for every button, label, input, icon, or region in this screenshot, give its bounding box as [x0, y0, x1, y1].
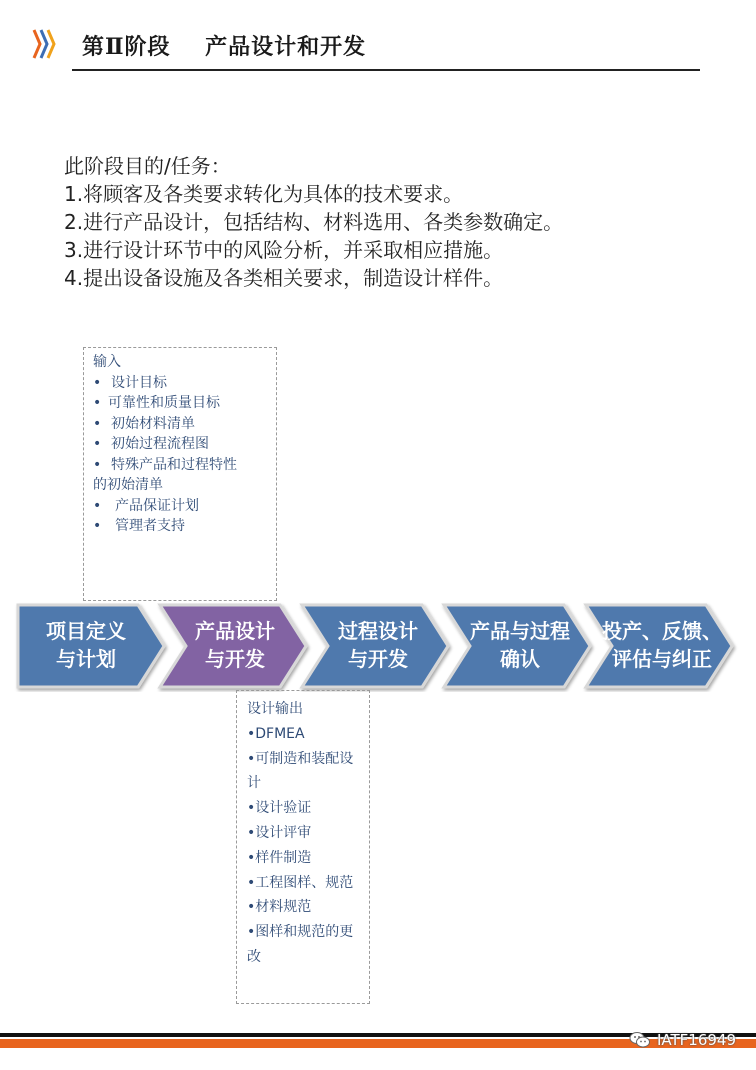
input-item-continuation: 的初始清单	[93, 477, 163, 493]
chevron-shape	[160, 605, 306, 687]
purpose-item: 2.进行产品设计，包括结构、材料选用、各类参数确定。	[64, 210, 564, 234]
purpose-section	[64, 152, 724, 292]
output-box	[236, 690, 370, 1004]
output-item: •材料规范	[247, 899, 312, 916]
step-label-line1: 产品设计	[195, 619, 275, 643]
output-item: •可制造和装配设计	[247, 750, 354, 792]
output-item: •设计评审	[247, 824, 312, 841]
chevron-shape	[302, 605, 448, 687]
input-item: • 初始材料清单	[93, 414, 268, 435]
wechat-icon	[629, 1031, 651, 1049]
purpose-item: 1.将顾客及各类要求转化为具体的技术要求。	[64, 182, 464, 206]
output-item: •图样和规范的更改	[247, 924, 354, 965]
step-label-line1: 投产、反馈、	[602, 619, 722, 643]
step-label-line2: 与开发	[348, 647, 408, 671]
input-item: • 管理者支持	[93, 516, 268, 537]
input-heading: 输入	[93, 354, 121, 370]
chevron-shape	[444, 605, 590, 687]
bullet-icon: •	[93, 415, 102, 432]
purpose-heading: 此阶段目的/任务：	[64, 154, 231, 178]
process-flow	[14, 600, 744, 692]
title-divider	[72, 69, 700, 71]
bullet-icon: •	[93, 518, 102, 534]
output-item: •样件制造	[247, 849, 312, 866]
input-item: • 可靠性和质量目标	[93, 393, 268, 414]
bullet-icon: •	[93, 436, 102, 452]
page-title: 第Ⅱ阶段 产品设计和开发	[82, 34, 367, 60]
step-label-line2: 确认	[500, 647, 540, 671]
watermark-text: IATF16949	[656, 1031, 736, 1049]
process-step-launch-feedback	[586, 605, 732, 687]
chevron-shape	[18, 605, 164, 687]
output-item: •设计验证	[247, 800, 312, 817]
input-item: • 产品保证计划	[93, 496, 268, 517]
bullet-icon: •	[93, 497, 102, 514]
output-heading: 设计输出	[247, 701, 303, 717]
input-item: • 初始过程流程图	[93, 434, 268, 455]
watermark	[629, 1029, 736, 1051]
bullet-icon: •	[93, 374, 102, 391]
step-label-line2: 与计划	[56, 647, 116, 671]
input-item: • 特殊产品和过程特性	[93, 455, 268, 476]
bullet-icon: •	[93, 456, 102, 473]
step-label-line1: 过程设计	[338, 619, 418, 643]
step-label-line1: 产品与过程	[470, 619, 570, 643]
step-label-line2: 评估与纠正	[612, 647, 712, 671]
brand-chevrons-logo	[30, 24, 60, 64]
purpose-item: 4.提出设备设施及各类相关要求，制造设计样件。	[64, 266, 504, 290]
process-step-validation	[444, 605, 590, 687]
process-step-product-design	[160, 605, 306, 687]
bullet-icon: •	[93, 395, 102, 411]
process-step-project-planning	[18, 605, 164, 687]
purpose-item: 3.进行设计环节中的风险分析，并采取相应措施。	[64, 238, 504, 262]
input-box	[83, 347, 277, 601]
input-item: • 设计目标	[93, 373, 268, 394]
output-item: •工程图样、规范	[247, 874, 354, 891]
output-item: •DFMEA	[247, 725, 305, 742]
step-label-line2: 与开发	[205, 647, 265, 671]
step-label-line1: 项目定义	[46, 619, 126, 643]
process-step-process-design	[302, 605, 448, 687]
chevron-shape	[586, 605, 732, 687]
